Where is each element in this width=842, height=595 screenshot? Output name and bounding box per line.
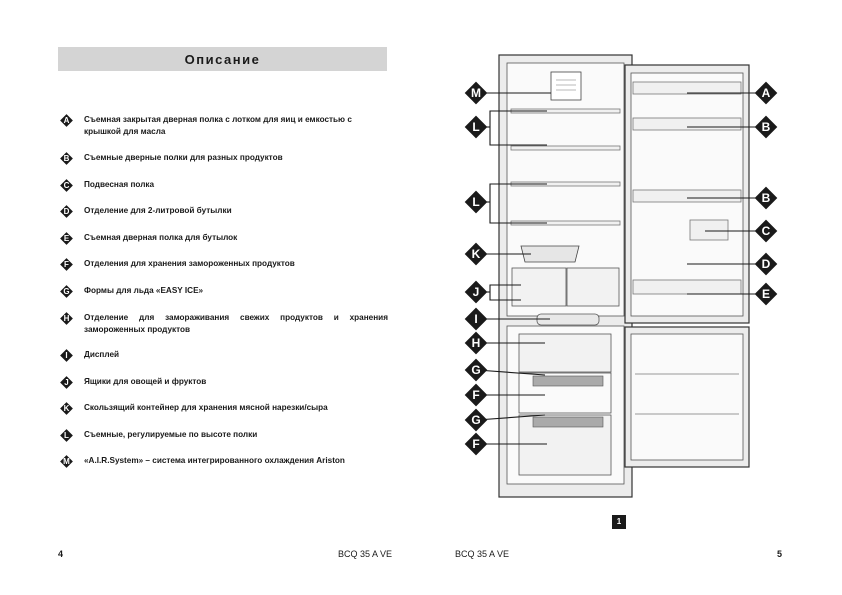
letter-badge-icon: G	[60, 285, 73, 298]
callout-badges	[455, 50, 785, 500]
section-title: Описание	[58, 47, 387, 71]
legend-item-m	[58, 455, 345, 467]
legend-text: Формы для льда «EASY ICE»	[84, 286, 204, 295]
legend-item-d	[58, 205, 232, 217]
callout-c-icon: C	[751, 216, 781, 246]
legend-item-k	[58, 402, 328, 414]
letter-badge-icon: C	[60, 179, 73, 192]
legend-item-j	[58, 376, 206, 388]
callout-k-icon: K	[461, 239, 491, 269]
page-number-left: 4	[58, 549, 64, 559]
legend-text: Отделения для хранения замороженных продуктов	[84, 259, 295, 268]
letter-badge-icon: H	[60, 312, 73, 325]
legend-text: Съемная дверная полка для бутылок	[84, 233, 238, 242]
page-number-right: 5	[777, 549, 783, 559]
legend-item-f	[58, 258, 295, 270]
legend-text: Ящики для овощей и фруктов	[84, 377, 207, 386]
model-right: BCQ 35 A VE	[455, 549, 510, 559]
legend-text: Отделение для 2-литровой бутылки	[84, 206, 232, 215]
callout-f-icon: F	[461, 429, 491, 459]
letter-badge-icon: K	[60, 402, 73, 415]
callout-j-icon: J	[461, 277, 491, 307]
letter-badge-icon: L	[60, 429, 73, 442]
callout-f-icon: F	[461, 380, 491, 410]
legend-text: Подвесная полка	[84, 180, 155, 189]
callout-m-icon: M	[461, 78, 491, 108]
callout-i-icon: I	[461, 304, 491, 334]
callout-b-icon: B	[751, 183, 781, 213]
callout-b-icon: B	[751, 112, 781, 142]
letter-badge-icon: M	[60, 455, 73, 468]
legend-item-e	[58, 232, 237, 244]
letter-badge-icon: B	[60, 152, 73, 165]
legend-text: Скользящий контейнер для хранения мясной нарезки/сыра	[84, 403, 328, 412]
callout-d-icon: D	[751, 249, 781, 279]
legend-text: Съемные дверные полки для разных продуктов	[84, 153, 283, 162]
callout-e-icon: E	[751, 279, 781, 309]
legend-text: Дисплей	[84, 350, 120, 359]
letter-badge-icon: J	[60, 376, 73, 389]
legend-item-b	[58, 152, 283, 164]
callout-h-icon: H	[461, 328, 491, 358]
legend-text: Отделение для замораживания свежих продуктов и хранения замороженных продуктов	[84, 313, 388, 334]
model-left: BCQ 35 A VE	[338, 549, 393, 559]
legend-item-h	[58, 312, 388, 336]
figure-number: 1	[612, 515, 626, 529]
legend-item-a	[58, 114, 388, 138]
letter-badge-icon: I	[60, 349, 73, 362]
letter-badge-icon: A	[60, 114, 73, 127]
legend-item-i	[58, 349, 119, 361]
legend-text: Съемные, регулируемые по высоте полки	[84, 430, 258, 439]
callout-l-icon: L	[461, 187, 491, 217]
legend-item-g	[58, 285, 203, 297]
letter-badge-icon: F	[60, 258, 73, 271]
callout-g-icon: G	[461, 405, 491, 435]
legend-text: «A.I.R.System» – система интегрированного охлаждения Ariston	[84, 456, 345, 465]
callout-a-icon: A	[751, 78, 781, 108]
legend-text: Съемная закрытая дверная полка с лотком для яиц и емкостью с крышкой для масла	[84, 115, 352, 136]
letter-badge-icon: E	[60, 232, 73, 245]
legend-item-c	[58, 179, 154, 191]
letter-badge-icon: D	[60, 205, 73, 218]
legend-item-l	[58, 429, 257, 441]
callout-l-icon: L	[461, 112, 491, 142]
callout-g-icon: G	[461, 355, 491, 385]
